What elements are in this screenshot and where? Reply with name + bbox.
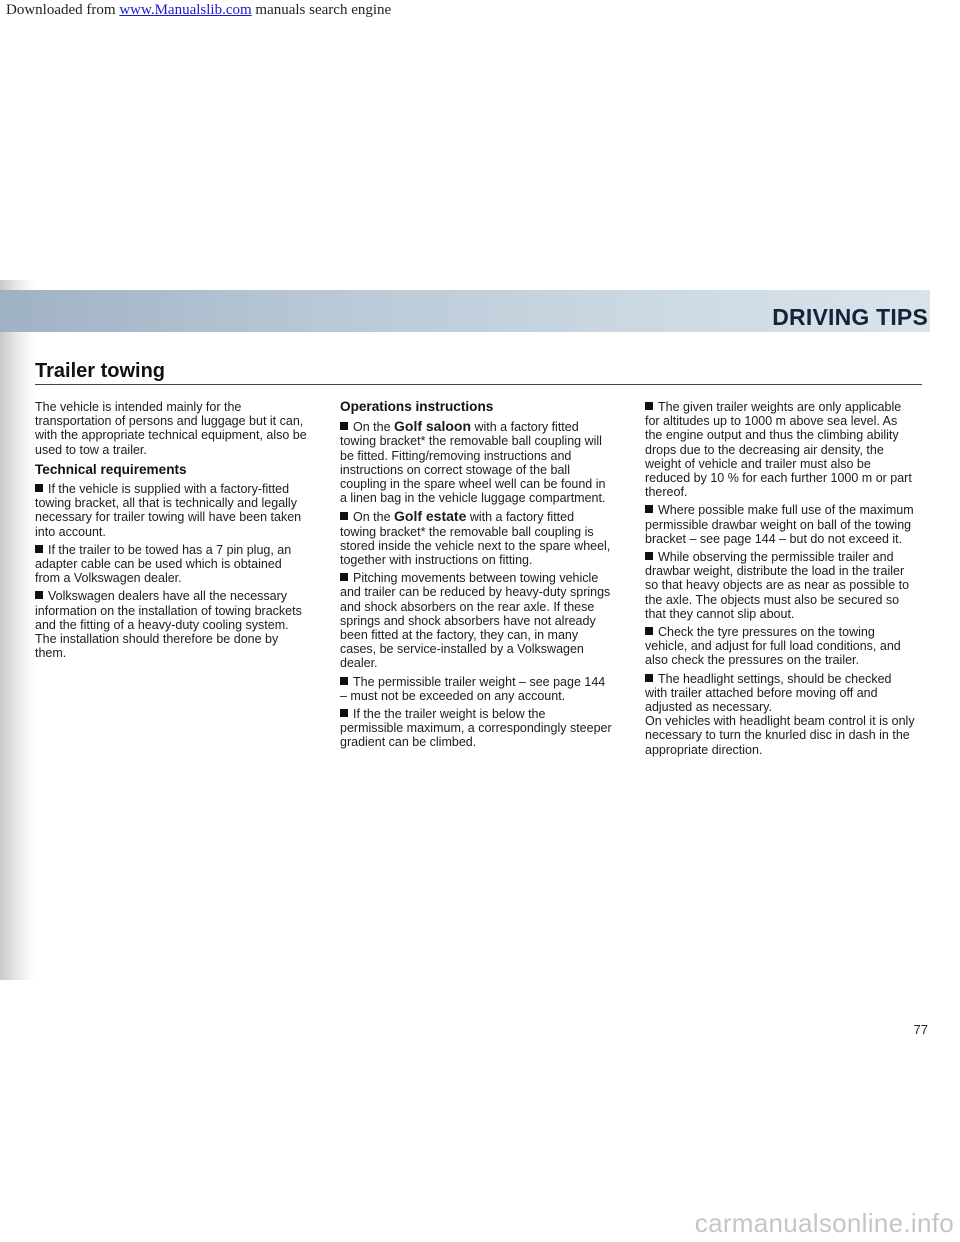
golf-saloon-label: Golf saloon <box>394 418 471 435</box>
bullet-square-icon <box>340 512 348 520</box>
text-column-3 <box>645 400 917 761</box>
list-item: Check the tyre pressures on the towing vehicle, and adjust for full load conditions, and also check the pressures on the trailer. <box>645 625 901 668</box>
list-item: Pitching movements between towing vehicle and trailer can be reduced by heavy-duty springs and shock absorbers on the rear axle. If these springs and shock absorbers have not already been fitted at the factory, they can, in many cases, be service-installed by a Volkswagen dealer. <box>340 571 611 671</box>
bullet-square-icon <box>340 677 348 685</box>
list-item: The headlight settings, should be checked with trailer attached before moving off and adjusted as necessary. <box>645 671 892 715</box>
section-label: DRIVING TIPS <box>772 304 928 330</box>
technical-requirements-heading: Technical requirements <box>35 461 187 477</box>
download-notice-prefix: Downloaded from <box>6 2 120 18</box>
list-item: On the Golf estate with a factory fitted towing bracket* the removable ball coupling is stored inside the vehicle next to the spare wheel, together with instructions on fitting. <box>340 508 611 568</box>
bullet-square-icon <box>35 484 43 492</box>
list-item: If the trailer to be towed has a 7 pin plug, an adapter cable can be used which is obtained from a Volkswagen dealer. <box>35 542 292 586</box>
list-item: The permissible trailer weight – see page 144 – must not be exceeded on any account. <box>340 674 606 703</box>
list-item: On the Golf saloon with a factory fitted towing bracket* the removable ball coupling will be fitted. Fitting/removing instructions and instructions on correct stowage of the ball coupling in the spare wheel well can be found in a linen bag in the vehicle luggage compartment. <box>340 418 606 506</box>
list-item: Where possible make full use of the maximum permissible drawbar weight on ball of the towing bracket – see page 144 – but do not exceed it. <box>645 503 914 546</box>
page-number: 77 <box>913 1022 928 1037</box>
golf-estate-label: Golf estate <box>394 508 467 525</box>
list-item: If the the trailer weight is below the permissible maximum, a correspondingly steeper gradient can be climbed. <box>340 707 612 750</box>
download-notice <box>6 2 391 19</box>
bullet-square-icon <box>340 709 348 717</box>
bullet-square-icon <box>35 545 43 553</box>
page-binding-edge <box>0 280 36 980</box>
watermark-text: carmanualsonline.info <box>694 1208 954 1238</box>
bullet-square-icon <box>645 674 653 682</box>
bullet-square-icon <box>645 505 653 513</box>
list-item: Volkswagen dealers have all the necessary information on the installation of towing brackets and the fitting of a heavy-duty cooling system. The installation should therefore be done by them. <box>35 589 302 661</box>
bullet-square-icon <box>645 552 653 560</box>
download-notice-suffix: manuals search engine <box>251 2 392 18</box>
bullet-square-icon <box>645 627 653 635</box>
text-column-1 <box>35 400 307 664</box>
text-column-2 <box>340 400 612 754</box>
list-item: If the vehicle is supplied with a factory-fitted towing bracket, all that is technically and legally necessary for trailer towing will have been taken into account. <box>35 482 302 539</box>
bullet-square-icon <box>35 591 43 599</box>
list-item: While observing the permissible trailer and drawbar weight, distribute the load in the trailer so that heavy objects are as near as possible to the axle. The objects must also be secured so that they cannot slip about. <box>645 550 910 621</box>
list-item: The given trailer weights are only applicable for altitudes up to 1000 m above sea level. As the engine output and thus the climbing ability drops due to the decreasing air density, the weight of vehicle and trailer must also be reduced by 10 % for each further 1000 m or part thereof. <box>645 400 912 500</box>
bullet-square-icon <box>340 573 348 581</box>
operations-instructions-heading: Operations instructions <box>340 399 494 414</box>
page-title: Trailer towing <box>35 360 166 382</box>
closing-paragraph: On vehicles with headlight beam control it is only necessary to turn the knurled disc in dash in the appropriate direction. <box>645 714 915 757</box>
title-divider <box>35 384 922 385</box>
manualslib-link[interactable]: www.Manualslib.com <box>119 2 252 18</box>
bullet-square-icon <box>645 402 653 410</box>
bullet-square-icon <box>340 422 348 430</box>
intro-paragraph: The vehicle is intended mainly for the transportation of persons and luggage but it can, with the appropriate technical equipment, also be used to tow a trailer. <box>35 400 307 457</box>
